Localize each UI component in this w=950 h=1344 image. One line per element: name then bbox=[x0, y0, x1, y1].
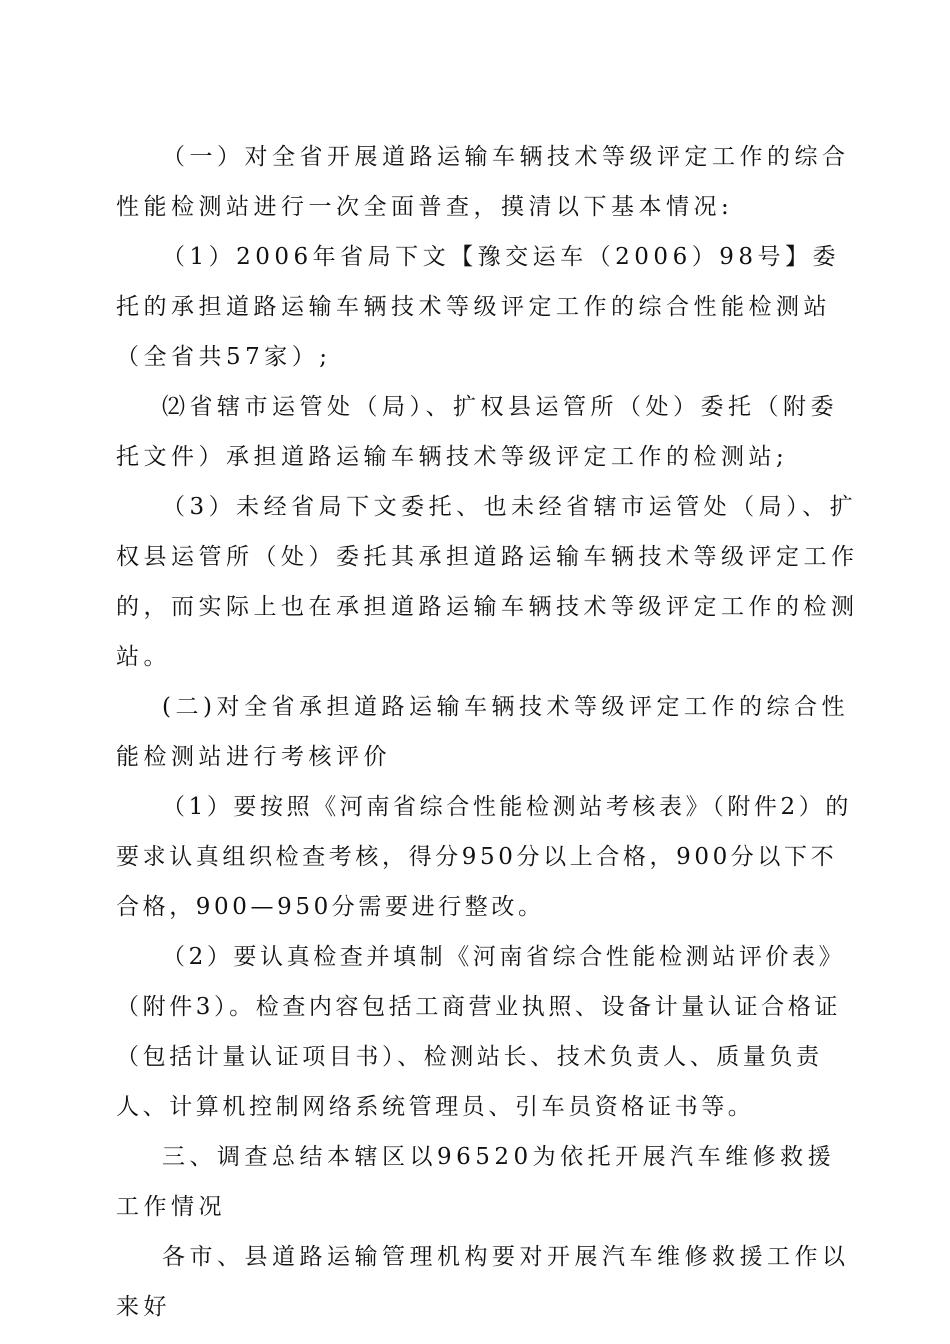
paragraph-item-3-unauthorized-stations: （3）未经省局下文委托、也未经省辖市运管处（局）、扩权县运管所（处）委托其承担道路运输车辆技术等级评定工作的，而实际上也在承担道路运输车辆技术等级评定工作的检测站。 bbox=[116, 494, 859, 670]
paragraph-item-1-2006-stations: （1）2006年省局下文【豫交运车（2006）98号】委托的承担道路运输车辆技术等级评定工作的综合性能检测站（全省共57家）; bbox=[116, 244, 840, 370]
paragraph-assessment-heading: (二)对全省承担道路运输车辆技术等级评定工作的综合性能检测站进行考核评价 bbox=[116, 694, 849, 770]
paragraph-census-heading: （一）对全省开展道路运输车辆技术等级评定工作的综合性能检测站进行一次全面普查，摸清以下基本情况: bbox=[116, 144, 850, 220]
document-body bbox=[116, 132, 862, 1332]
paragraph-item-2-evaluation-table: （2）要认真检查并填制《河南省综合性能检测站评价表》（附件3）。检查内容包括工商营业执照、设备计量认证合格证（包括计量认证项目书）、检测站长、技术负责人、质量负责人、计算机控制网络系统管理员、引车员资格证书等。 bbox=[116, 944, 846, 1120]
paragraph-item-2-delegated-stations: ⑵省辖市运管处（局）、扩权县运管所（处）委托（附委托文件）承担道路运输车辆技术等级评定工作的检测站; bbox=[116, 394, 838, 470]
paragraph-item-1-assessment-table: （1）要按照《河南省综合性能检测站考核表》（附件2）的要求认真组织检查考核，得分950分以上合格，900分以下不合格，900—950分需要进行整改。 bbox=[116, 794, 852, 920]
paragraph-rescue-work: 各市、县道路运输管理机构要对开展汽车维修救援工作以来好 bbox=[116, 1244, 850, 1320]
paragraph-section-three-heading: 三、调查总结本辖区以96520为依托开展汽车维修救援工作情况 bbox=[116, 1144, 836, 1220]
